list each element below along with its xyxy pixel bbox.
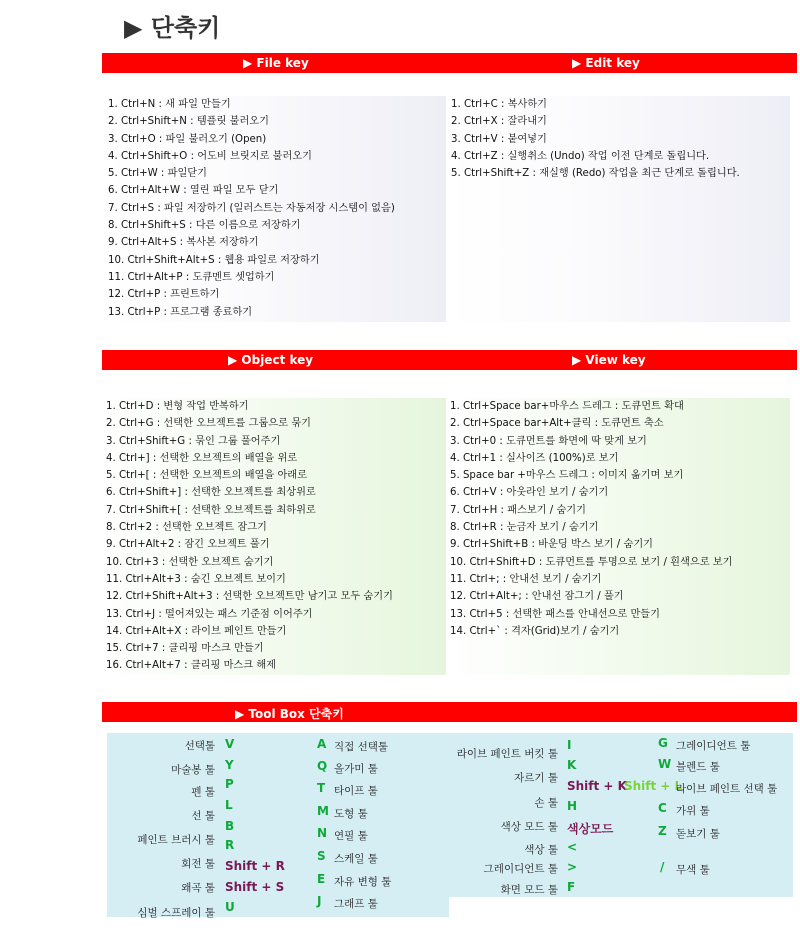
view-key-item: 10. Ctrl+Shift+D : 도큐먼트를 투명으로 보기 / 흰색으로 보기 xyxy=(450,556,733,568)
object-key-item: 8. Ctrl+2 : 선택한 오브젝트 잠그기 xyxy=(106,522,267,534)
view-key-item: 11. Ctrl+; : 안내선 보기 / 숨기기 xyxy=(450,573,602,585)
edit-key-item: 1. Ctrl+C : 복사하기 xyxy=(451,99,548,110)
object-key-panel xyxy=(102,398,446,675)
view-key-item: 14. Ctrl+` : 격자(Grid)보기 / 숨기기 xyxy=(450,625,620,637)
tool-label: 직접 선택툴 xyxy=(334,741,389,753)
tool-key: B xyxy=(225,819,235,833)
object-key-item: 9. Ctrl+Alt+2 : 잠긴 오브젝트 풀기 xyxy=(106,539,270,551)
toolbox-header: ▶ Tool Box 단축키 xyxy=(235,707,344,721)
view-key-item: 9. Ctrl+Shift+B : 바운딩 박스 보기 / 숨기기 xyxy=(450,539,654,551)
file-key-item: 1. Ctrl+N : 새 파일 만들기 xyxy=(108,99,231,110)
edit-key-item: 4. Ctrl+Z : 실행취소 (Undo) 작업 이전 단계로 돌립니다. xyxy=(451,150,710,162)
tool-key: P xyxy=(225,777,234,791)
tool-key: Shift + K xyxy=(567,779,627,793)
file-key-item: 9. Ctrl+Alt+S : 복사본 저장하기 xyxy=(108,237,259,249)
tool-label: 자르기 툴 xyxy=(514,772,558,784)
file-key-list xyxy=(108,96,395,321)
tool-key: Z xyxy=(658,824,667,838)
object-key-item: 6. Ctrl+Shift+] : 선택한 오브젝트를 최상위로 xyxy=(106,487,316,499)
tool-label: 연필 툴 xyxy=(334,830,368,842)
tool-key: < xyxy=(567,840,578,854)
tool-key: Shift + L xyxy=(624,779,683,793)
tool-key: S xyxy=(317,849,326,863)
view-key-item: 12. Ctrl+Alt+; : 안내선 잠그기 / 풀기 xyxy=(450,591,624,603)
object-key-item: 7. Ctrl+Shift+[ : 선택한 오브젝트를 최하위로 xyxy=(106,504,316,516)
view-key-panel xyxy=(446,398,790,675)
tool-key: Q xyxy=(317,759,328,773)
file-edit-header-bar xyxy=(102,53,797,73)
tool-key: G xyxy=(658,736,668,750)
tool-label: 돋보기 툴 xyxy=(676,828,720,840)
view-key-item: 4. Ctrl+1 : 실사이즈 (100%)로 보기 xyxy=(450,452,619,464)
tool-key: T xyxy=(317,781,326,795)
object-key-item: 14. Ctrl+Alt+X : 라이브 페인트 만들기 xyxy=(106,625,287,637)
view-key-item: 7. Ctrl+H : 패스보기 / 숨기기 xyxy=(450,504,586,516)
file-key-item: 4. Ctrl+Shift+O : 어도비 브릿지로 불러오기 xyxy=(108,150,312,162)
tool-label: 블렌드 툴 xyxy=(676,761,720,773)
object-key-item: 11. Ctrl+Alt+3 : 숨긴 오브젝트 보이기 xyxy=(106,573,286,585)
object-key-item: 16. Ctrl+Alt+7 : 클리핑 마스크 해제 xyxy=(106,660,277,672)
edit-key-item: 3. Ctrl+V : 붙여넣기 xyxy=(451,133,547,145)
view-key-item: 13. Ctrl+5 : 선택한 패스를 안내선으로 만들기 xyxy=(450,608,660,620)
object-key-list xyxy=(106,398,393,675)
file-key-item: 11. Ctrl+Alt+P : 도큐멘트 셋업하기 xyxy=(108,271,275,283)
tool-key: V xyxy=(225,737,235,751)
tool-key: Shift + S xyxy=(225,880,285,894)
object-key-item: 10. Ctrl+3 : 선택한 오브젝트 숨기기 xyxy=(106,556,274,568)
file-key-item: 10. Ctrl+Shift+Alt+S : 웹용 파일로 저장하기 xyxy=(108,254,320,266)
tool-key: / xyxy=(660,860,665,874)
tool-label: 그레이디언트 툴 xyxy=(483,863,558,875)
file-key-item: 13. Ctrl+P : 프로그램 종료하기 xyxy=(108,306,253,318)
tool-label: 타이프 툴 xyxy=(334,785,378,797)
tool-label: 가위 툴 xyxy=(676,805,710,817)
tool-key: Y xyxy=(225,758,234,772)
tool-key: E xyxy=(317,872,326,886)
view-key-item: 5. Space bar +마우스 드레그 : 이미지 옮기며 보기 xyxy=(450,470,684,482)
tool-key: 색상모드 xyxy=(567,822,614,836)
tool-label: 선택툴 xyxy=(184,740,215,752)
edit-key-item: 2. Ctrl+X : 잘라내기 xyxy=(451,116,547,128)
tool-key: H xyxy=(567,799,578,813)
view-key-item: 6. Ctrl+V : 아웃라인 보기 / 숨기기 xyxy=(450,487,609,499)
tool-key: A xyxy=(317,737,327,751)
tool-label: 올가미 툴 xyxy=(334,763,378,775)
toolbox-header-bar xyxy=(102,702,797,722)
tool-label: 자유 변형 툴 xyxy=(334,876,392,888)
tool-label: 페인트 브러시 툴 xyxy=(137,834,215,846)
page-title: ▶ 단축키 xyxy=(124,14,221,42)
tool-label: 그레이디언트 툴 xyxy=(676,740,751,752)
tool-key: > xyxy=(567,860,578,874)
view-key-item: 2. Ctrl+Space bar+Alt+클릭 : 도큐먼트 축소 xyxy=(450,418,664,430)
tool-label: 화면 모드 툴 xyxy=(500,884,558,896)
tool-label: 심벌 스프레이 툴 xyxy=(137,907,215,919)
edit-key-header: ▶ Edit key xyxy=(572,56,640,70)
object-key-item: 3. Ctrl+Shift+G : 묶인 그룹 풀어주기 xyxy=(106,435,281,447)
tool-label: 마술봉 툴 xyxy=(171,764,215,776)
view-key-item: 3. Ctrl+0 : 도큐먼트를 화면에 딱 맞게 보기 xyxy=(450,435,647,447)
edit-key-panel xyxy=(446,96,790,322)
file-key-panel xyxy=(102,96,446,322)
tool-key: N xyxy=(317,826,328,840)
object-key-item: 12. Ctrl+Shift+Alt+3 : 선택한 오브젝트만 남기고 모두 숨기기 xyxy=(106,591,393,603)
tool-key: W xyxy=(658,757,672,771)
view-key-list xyxy=(450,398,732,640)
tool-key: I xyxy=(567,738,572,752)
object-key-header: ▶ Object key xyxy=(228,353,314,367)
object-key-item: 15. Ctrl+7 : 클리핑 마스크 만들기 xyxy=(106,643,264,655)
tool-label: 그래프 툴 xyxy=(334,898,378,910)
tool-label: 스케일 툴 xyxy=(334,853,378,865)
file-key-item: 2. Ctrl+Shift+N : 템플릿 불러오기 xyxy=(108,116,269,128)
object-key-item: 13. Ctrl+J : 떨어져있는 패스 기준점 이어주기 xyxy=(106,608,313,620)
file-key-item: 6. Ctrl+Alt+W : 열린 파일 모두 닫기 xyxy=(108,185,279,197)
view-key-header: ▶ View key xyxy=(572,353,646,367)
tool-key: M xyxy=(317,804,329,818)
tool-label: 라이브 페인트 버킷 툴 xyxy=(456,748,558,760)
tool-key: K xyxy=(567,758,577,772)
tool-key: C xyxy=(658,801,667,815)
tool-key: J xyxy=(317,894,322,908)
tool-label: 라이브 페인트 선택 툴 xyxy=(676,783,778,795)
tool-label: 선 툴 xyxy=(191,810,215,822)
tool-label: 도형 툴 xyxy=(334,808,368,820)
edit-key-list xyxy=(451,96,740,182)
object-key-item: 5. Ctrl+[ : 선택한 오브젝트의 배열을 아래로 xyxy=(106,470,307,482)
tool-label: 손 툴 xyxy=(534,797,558,809)
view-key-item: 1. Ctrl+Space bar+마우스 드레그 : 도큐먼트 확대 xyxy=(450,401,684,412)
tool-label: 색상 툴 xyxy=(524,844,558,856)
object-key-item: 1. Ctrl+D : 변형 작업 반복하기 xyxy=(106,401,249,412)
tool-key: Shift + R xyxy=(225,859,285,873)
object-view-header-bar xyxy=(102,350,797,370)
tool-key: U xyxy=(225,900,235,914)
tool-label: 색상 모드 툴 xyxy=(500,821,558,833)
tool-label: 무색 툴 xyxy=(676,864,710,876)
tool-label: 왜곡 툴 xyxy=(181,882,215,894)
file-key-item: 8. Ctrl+Shift+S : 다른 이름으로 저장하기 xyxy=(108,220,301,232)
file-key-item: 5. Ctrl+W : 파일닫기 xyxy=(108,168,207,180)
file-key-header: ▶ File key xyxy=(243,56,309,70)
file-key-item: 3. Ctrl+O : 파일 불러오기 (Open) xyxy=(108,133,267,145)
view-key-item: 8. Ctrl+R : 눈금자 보기 / 숨기기 xyxy=(450,522,599,534)
edit-key-item: 5. Ctrl+Shift+Z : 재실행 (Redo) 작업을 최근 단계로 돌립니다. xyxy=(451,168,740,180)
file-key-item: 7. Ctrl+S : 파일 저장하기 (일러스트는 자동저장 시스템이 없음) xyxy=(108,202,395,214)
tool-label: 펜 툴 xyxy=(191,786,215,798)
object-key-item: 4. Ctrl+] : 선택한 오브젝트의 배열을 위로 xyxy=(106,452,298,464)
tool-key: R xyxy=(225,838,235,852)
file-key-item: 12. Ctrl+P : 프린트하기 xyxy=(108,289,220,301)
tool-key: F xyxy=(567,880,576,894)
tool-key: L xyxy=(225,798,233,812)
object-key-item: 2. Ctrl+G : 선택한 오브젝트를 그룹으로 묶기 xyxy=(106,418,311,430)
tool-label: 회전 툴 xyxy=(181,858,215,870)
